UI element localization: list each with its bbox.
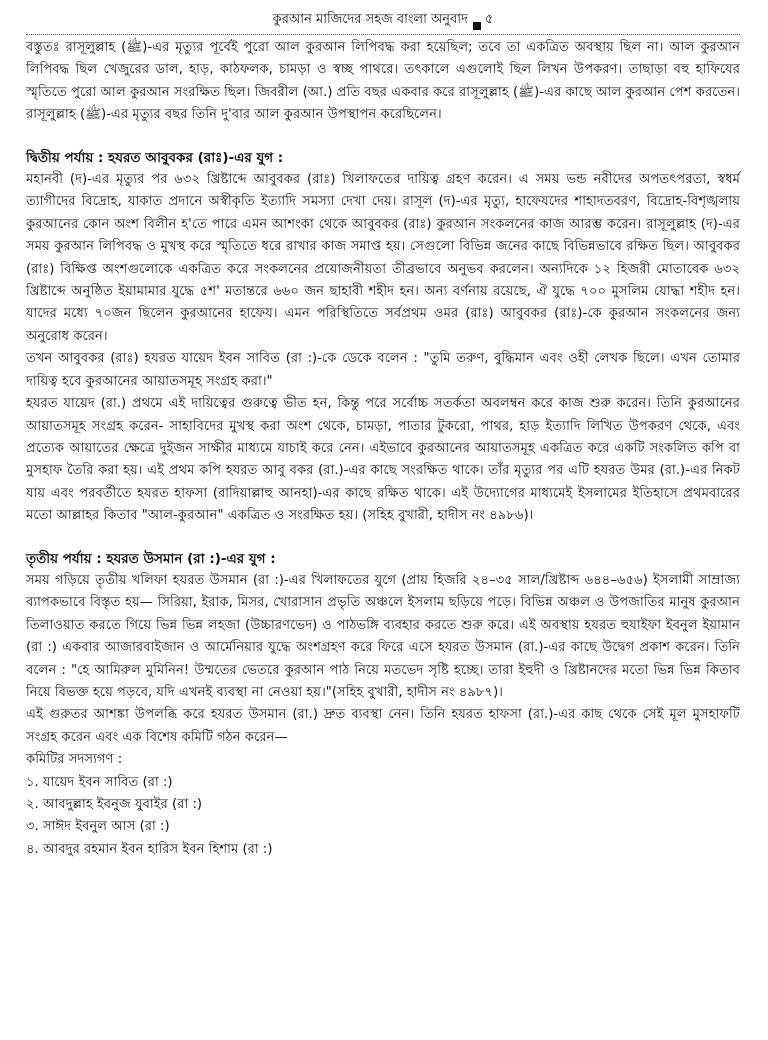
list-item: ৩. সাঈদ ইবনুল আস (রা :) bbox=[26, 819, 170, 835]
body-paragraph: হযরত যায়েদ (রা.) প্রথমে এই দায়িত্বের গুরুত্বে ভীত হন, কিন্তু পরে সর্বোচ্চ সতর্কতা অবলম্বন করে কাজ শুরু করেন। তিনি কুরআনের আয়াতসমূহ সংগ্রহ করেন- সাহাবিদের মুখস্থ করা অংশ থেকে, চামড়া, পাতার টুকরো, পাথর, হাড় ইত্যাদি লিখিত উপকরণ থেকে, এবং প্রত্যেক আয়াতের ক্ষেত্রে দুইজন সাক্ষীর মাধ্যমে যাচাই করে নেন। এইভাবে কুরআনের আয়াতসমূহ একত্রিত করে একটি সংকলিত কপি বা মুসহাফ তৈরি করা হয়। এই প্রথম কপি হযরত আবু বকর (রা.)-এর কাছে সংরক্ষিত থাকে। তাঁর মৃত্যুর পর এটি হযরত উমর (রা.)-এর নিকট যায় এবং পরবর্তীতে হযরত হাফসা (রাদিয়াল্লাহু আনহা)-এর কাছে রক্ষিত থাকে। এই উদ্যোগের মাধ্যমেই ইসলামের ইতিহাসে প্রথমবারের মতো আল্লাহর কিতাব "আল-কুরআন" একত্রিত ও সংরক্ষিত হয়। (সহিহ বুখারী, হাদীস নং ৪৯৮৬)। bbox=[26, 396, 740, 524]
list-item: ১. যায়েদ ইবন সাবিত (রা :) bbox=[26, 774, 173, 790]
committee-label: কমিটির সদস্যগণ : bbox=[26, 752, 123, 768]
intro-paragraph: বস্তুতঃ রাসূলুল্লাহ (ﷺ)-এর মৃত্যুর পূর্বেই পুরো আল কুরআন লিপিবদ্ধ করা হয়েছিল; তবে তা একত্রিত অবস্থায় ছিল না। আল কুরআন লিপিবদ্ধ ছিল খেজুরের ডাল, হাড়, কাঠফলক, চামড়া ও স্বচ্ছ পাথরে। তৎকালে এগুলোই ছিল লিখন উপকরণ। তাছাড়া বহু হাফিযের স্মৃতিতে পুরো আল কুরআন সংরক্ষিত ছিল। জিবরীল (আ.) প্রতি বছর একবার করে রাসূলুল্লাহ (ﷺ)-এর কাছে আল কুরআন পেশ করতেন। রাসূলুল্লাহ (ﷺ)-এর মৃত্যুর বছর তিনি দু'বার আল কুরআন উপস্থাপন করেছিলেন। bbox=[26, 40, 741, 123]
section-heading-abubakr: দ্বিতীয় পর্যায় : হযরত আবুবকর (রাঃ)-এর যুগ : bbox=[26, 149, 284, 166]
section-spacer bbox=[26, 127, 740, 147]
body-paragraph: তখন আবুবকর (রাঃ) হযরত যায়েদ ইবন সাবিত (রা :)-কে ডেকে বলেন : "তুমি তরুণ, বুদ্ধিমান এবং ওহী লেখক ছিলে। এখন তোমার দায়িত্ব হবে কুরআনের আয়াতসমূহ সংগ্রহ করা।" bbox=[26, 351, 740, 389]
section-spacer bbox=[26, 528, 740, 548]
running-header bbox=[26, 0, 740, 34]
book-title: কুরআন মাজিদের সহজ বাংলা অনুবাদ bbox=[272, 12, 468, 27]
header-divider bbox=[26, 34, 740, 35]
document-page bbox=[26, 0, 740, 861]
square-bullet-icon bbox=[473, 22, 481, 30]
page-number: ৫ bbox=[484, 12, 494, 27]
body-paragraph: এই গুরুতর আশঙ্কা উপলব্ধি করে হযরত উসমান (রা.) দ্রুত ব্যবস্থা নেন। তিনি হযরত হাফসা (রা.)-এর কাছ থেকে সেই মূল মুসহাফটি সংগ্রহ করেন এবং এক বিশেষ কমিটি গঠন করেন— bbox=[26, 707, 740, 745]
body-paragraph: মহানবী (দ)-এর মৃত্যুর পর ৬৩২ খ্রিষ্টাব্দে আবুবকর (রাঃ) খিলাফতের দায়িত্ব গ্রহণ করেন। এ সময় ভন্ড নবীদের অপতৎপরতা, স্বধর্ম ত্যাগীদের বিদ্রোহ, যাকাত প্রদানে অস্বীকৃতি ইত্যাদি সমস্যা দেখা দেয়। রাসূল (দ)-এর মৃত্যু, হাফেযদের শাহাদতবরণ, বিদ্রোহ-বিশৃঙ্খলায় কুরআনের কোন অংশ বিলীন হ'তে পারে এমন আশংকা থেকে আবুবকর (রাঃ) কুরআন সংকলনের কাজ আরম্ভ করেন। রাসূলুল্লাহ (দ)-এর সময় কুরআন লিপিবদ্ধ ও মুখস্থ করে স্মৃতিতে ধরে রাখার কাজ সমাপ্ত হয়। সেগুলো বিভিন্ন জনের কাছে বিভিন্নভাবে রক্ষিত ছিল। আবুবকর (রাঃ) বিক্ষিপ্ত অংশগুলোকে একত্রিত করে সংকলনের প্রয়োজনীয়তা তীব্রভাবে অনুভব করলেন। অন্যদিকে ১২ হিজরী মোতাবেক ৬৩২ খ্রিষ্টাব্দে অনুষ্ঠিত ইয়ামামার যুদ্ধে ৫শ' মতান্তরে ৬৬০ জন ছাহাবী শহীদ হন। অন্য বর্ণনায় রয়েছে, ঐ যুদ্ধে ৭০০ মুসলিম যোদ্ধা শহীদ হন। যাদের মধ্যে ৭০জন ছিলেন কুরআনের হাফেয। এমন পরিস্থিতিতে সর্বপ্রথম ওমর (রাঃ) আবুবকর (রাঃ)-কে কুরআন সংকলনের জন্য অনুরোধ করেন। bbox=[26, 172, 740, 344]
list-item: ৪. আবদুর রহমান ইবন হারিস ইবন হিশাম (রা :) bbox=[26, 841, 273, 857]
body-paragraph: সময় গড়িয়ে তৃতীয় খলিফা হযরত উসমান (রা :)-এর খিলাফতের যুগে (প্রায় হিজরি ২৪–৩৫ সাল/খ্রিষ্টাব্দ ৬৪৪–৬৫৬) ইসলামী সাম্রাজ্য ব্যাপকভাবে বিস্তৃত হয়— সিরিয়া, ইরাক, মিসর, খোরাসান প্রভৃতি অঞ্চলে ইসলাম ছড়িয়ে পড়ে। বিভিন্ন অঞ্চল ও উপজাতির মানুষ কুরআন তিলাওয়াত করতে গিয়ে ভিন্ন ভিন্ন লহজা (উচ্চারণভেদ) ও পাঠভঙ্গি ব্যবহার করতে শুরু করে। এই অবস্থায় হযরত হুযাইফা ইবনুল ইয়ামান (রা :) একবার আজারবাইজান ও আর্মেনিয়ার যুদ্ধে অংশগ্রহণ করে ফিরে এসে হযরত উসমান (রা.)-এর কাছে উদ্বেগ প্রকাশ করেন। তিনি বলেন : "হে আমিরুল মুমিনিন! উম্মতের ভেতরে কুরআন পাঠ নিয়ে মতভেদ সৃষ্টি হচ্ছে। তারা ইহুদী ও খ্রিষ্টানদের মতো ভিন্ন ভিন্ন কিতাব নিয়ে বিভক্ত হয়ে পড়বে, যদি এখনই ব্যবস্থা না নেওয়া হয়।"(সহিহ বুখারী, হাদীস নং ৪৯৮৭)। bbox=[26, 572, 740, 700]
list-item: ২. আবদুল্লাহ ইবনুজ যুবাইর (রা :) bbox=[26, 797, 203, 812]
committee-list bbox=[26, 772, 740, 862]
section-heading-uthman: তৃতীয় পর্যায় : হযরত উসমান (রা :)-এর যুগ : bbox=[26, 550, 276, 567]
